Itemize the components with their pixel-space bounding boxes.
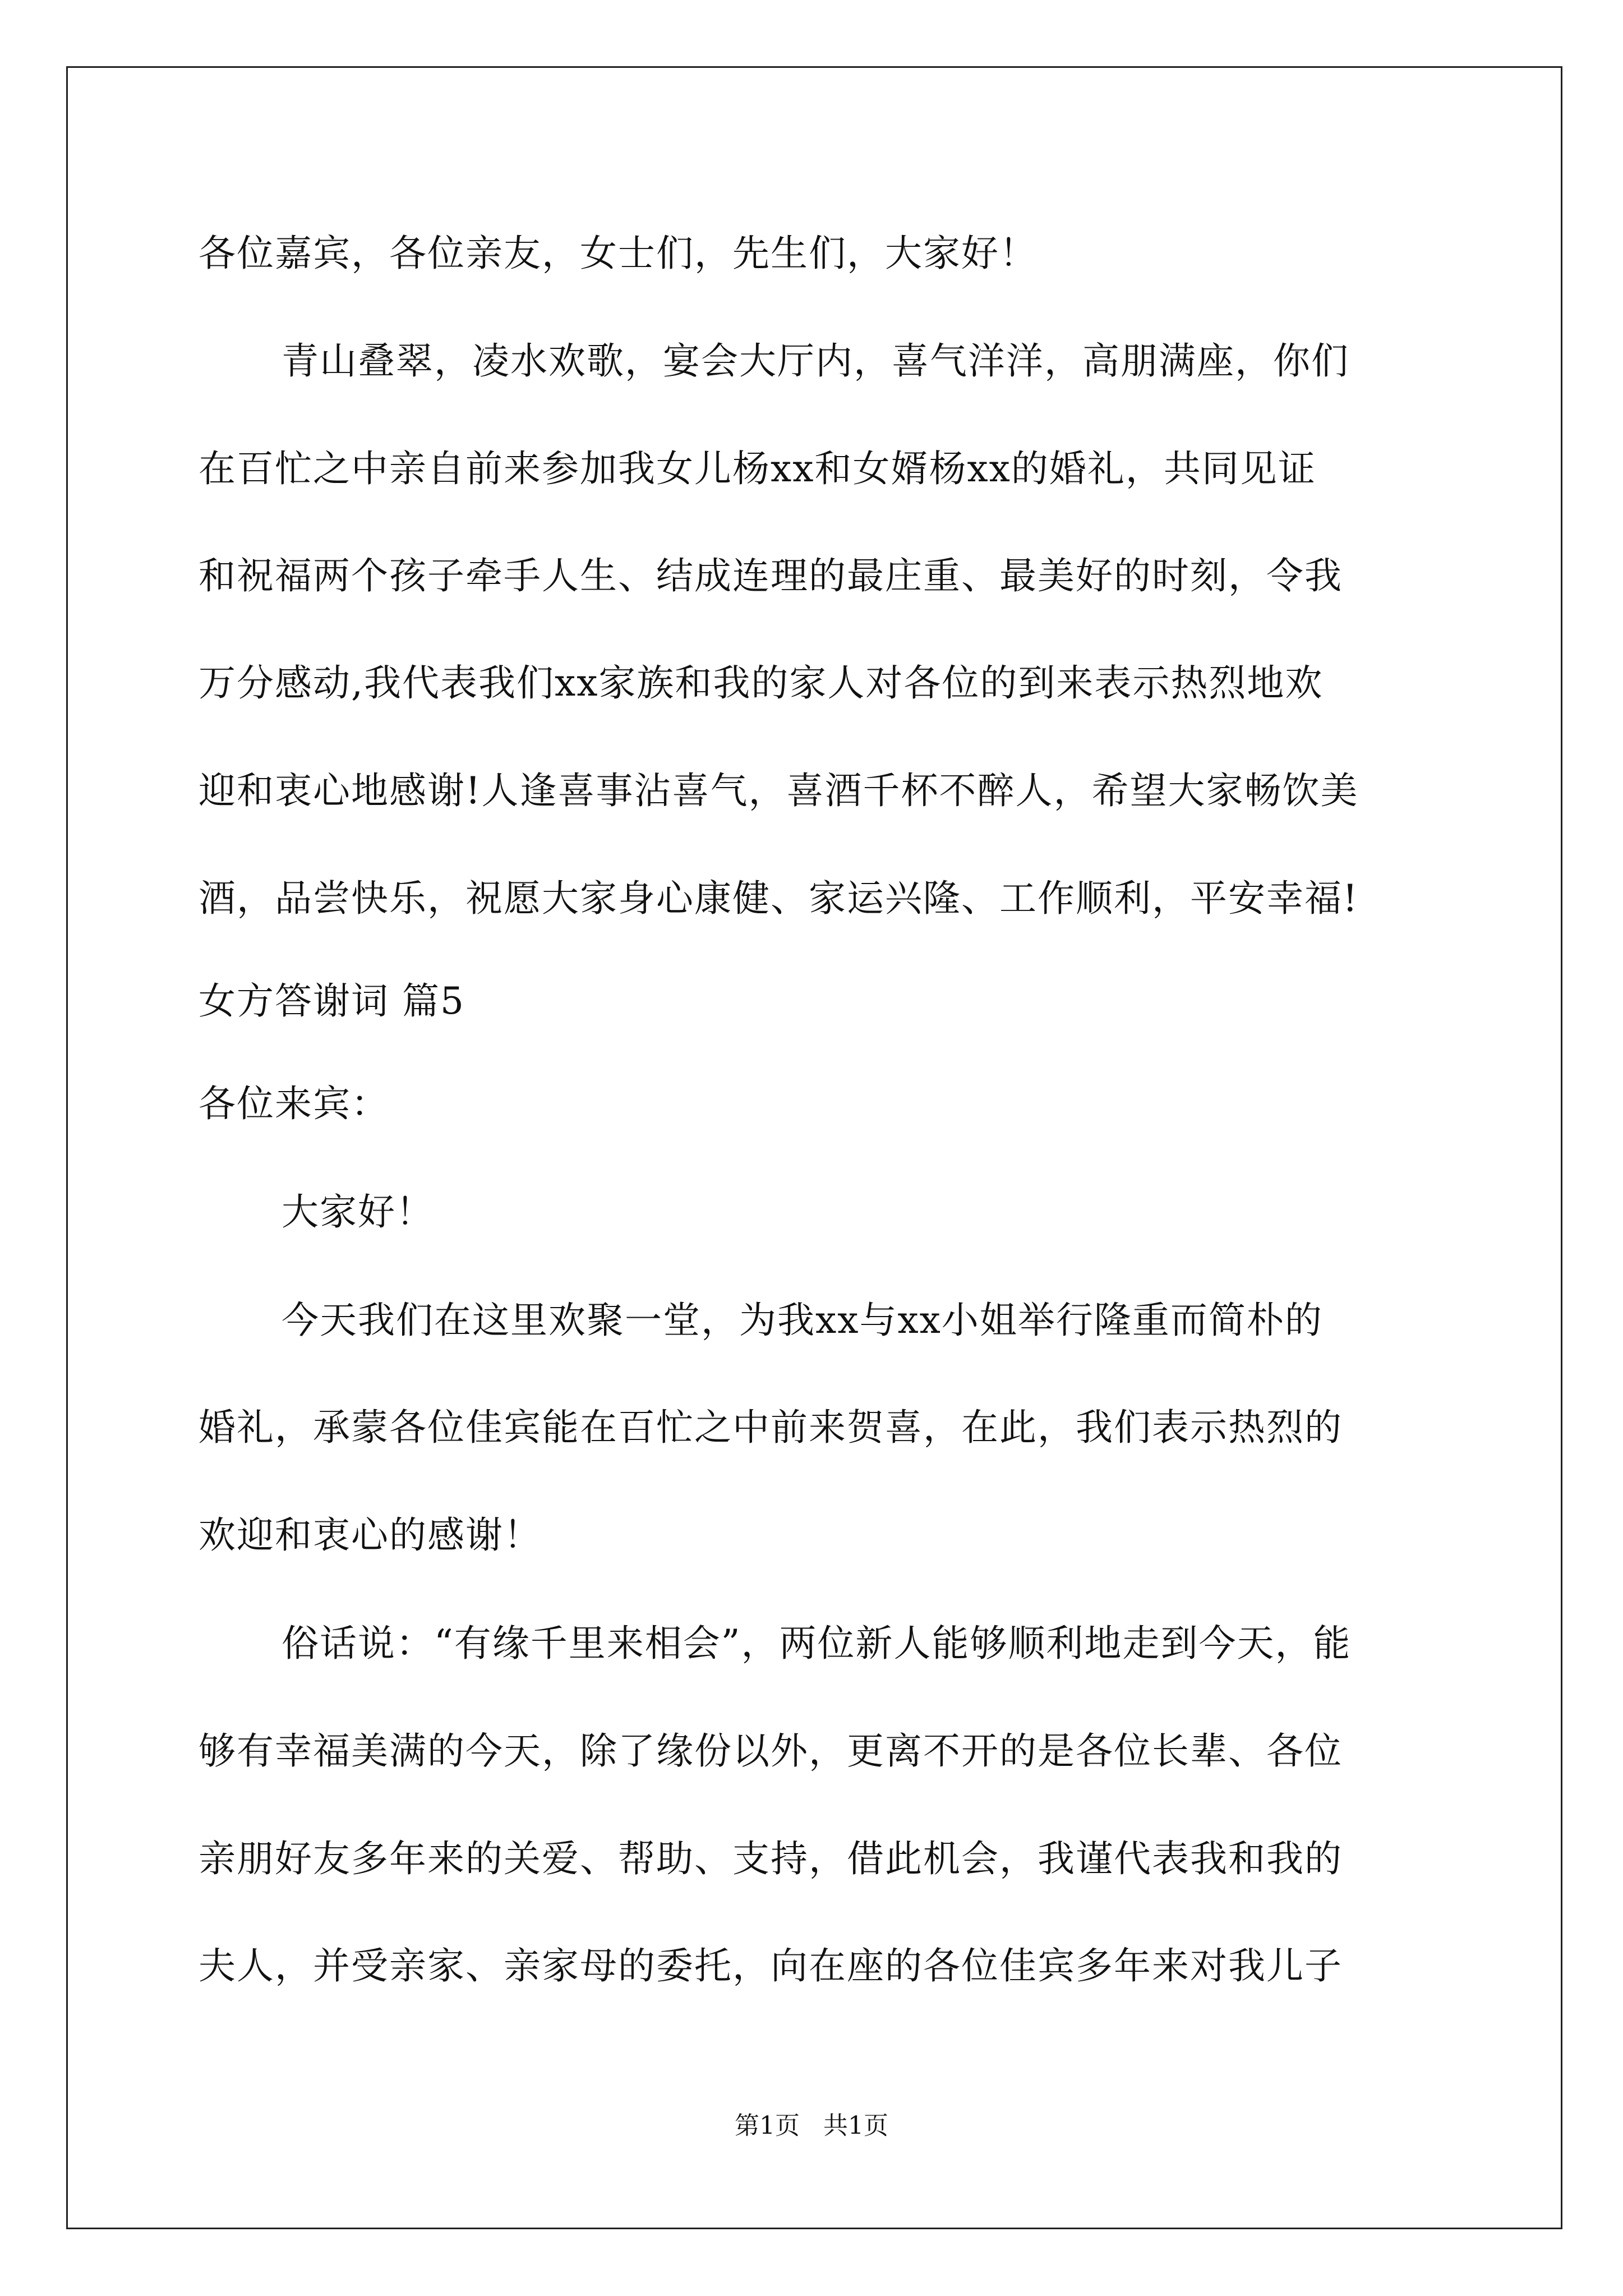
paragraph-line: 今天我们在这里欢聚一堂，为我xx与xx小姐举行隆重而简朴的	[282, 1299, 1323, 1342]
paragraph-line: 够有幸福美满的今天，除了缘份以外，更离不开的是各位长辈、各位	[199, 1729, 1343, 1773]
paragraph-line: 亲朋好友多年来的关爱、帮助、支持，借此机会，我谨代表我和我的	[199, 1837, 1343, 1880]
paragraph-line: 在百忙之中亲自前来参加我女儿杨xx和女婿杨xx的婚礼，共同见证	[199, 447, 1316, 490]
paragraph-line: 酒，品尝快乐，祝愿大家身心康健、家运兴隆、工作顺利，平安幸福!	[199, 877, 1359, 920]
paragraph-line: 大家好！	[282, 1190, 434, 1234]
paragraph-line: 和祝福两个孩子牵手人生、结成连理的最庄重、最美好的时刻，令我	[199, 554, 1343, 597]
salutation: 各位来宾：	[199, 1082, 389, 1125]
section-heading: 女方答谢词 篇5	[199, 979, 465, 1023]
paragraph-line: 俗话说：“有缘千里来相会”，两位新人能够顺利地走到今天，能	[282, 1622, 1352, 1665]
paragraph-line: 青山叠翠，凌水欢歌，宴会大厅内，喜气洋洋，高朋满座，你们	[282, 339, 1349, 383]
paragraph-line: 万分感动,我代表我们xx家族和我的家人对各位的到来表示热烈地欢	[199, 661, 1324, 705]
paragraph-line: 迎和衷心地感谢!人逢喜事沾喜气，喜酒千杯不醉人，希望大家畅饮美	[199, 769, 1359, 812]
page-footer: 第1页 共1页	[735, 2111, 888, 2140]
paragraph-line: 夫人，并受亲家、亲家母的委托，向在座的各位佳宾多年来对我儿子	[199, 1944, 1343, 1987]
paragraph-line: 婚礼，承蒙各位佳宾能在百忙之中前来贺喜，在此，我们表示热烈的	[199, 1406, 1343, 1449]
paragraph-line: 欢迎和衷心的感谢！	[199, 1513, 542, 1557]
paragraph-greeting: 各位嘉宾，各位亲友，女士们，先生们，大家好！	[199, 232, 1038, 275]
